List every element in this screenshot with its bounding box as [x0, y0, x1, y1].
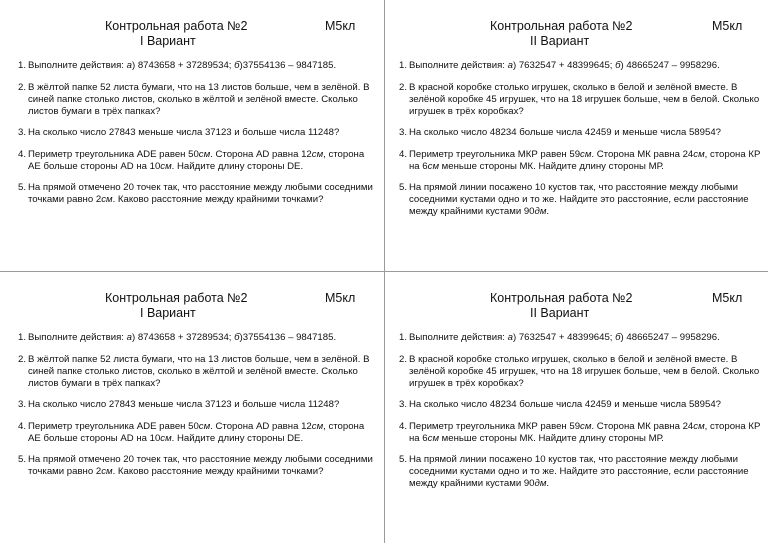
task-2: 2. В красной коробке столько игрушек, сколько в белой и зелёной вместе. В зелёной коробке 45 игрушек, что на 18 игрушек больше, чем в белой. Сколько игрушек в трёх коробках?: [399, 353, 760, 389]
task-2: 2. В красной коробке столько игрушек, сколько в белой и зелёной вместе. В зелёной коробке 45 игрушек, что на 18 игрушек больше, чем в белой. Сколько игрушек в трёх коробках?: [399, 81, 760, 117]
class-label: М5кл: [712, 19, 743, 33]
task-4: 4. Периметр треугольника ADE равен 50см. Сторона AD равна 12см, сторона AE больше стороны AD на 10см. Найдите длину стороны DE.: [18, 148, 365, 172]
task-3: 3. На сколько число 48234 больше числа 42459 и меньше числа 58954?: [399, 399, 721, 410]
task-4: 4. Периметр треугольника МКР равен 59см. Сторона МК равна 24см, сторона КР на 6см меньше стороны МК. Найдите длину стороны МР.: [399, 148, 761, 172]
task-1: 1. Выполните действия: а) 7632547 + 48399645; б) 48665247 – 9958296.: [399, 60, 720, 71]
task-2: 2. В жёлтой папке 52 листа бумаги, что на 13 листов больше, чем в зелёной. В синей папке столько листов, сколько в жёлтой и зелёной вместе. Сколько листов бумаги в трёх папках?: [18, 81, 370, 117]
task-1: 1. Выполните действия: а) 8743658 + 37289534; б)37554136 – 9847185.: [18, 60, 337, 71]
task-4: 4. Периметр треугольника МКР равен 59см. Сторона МК равна 24см, сторона КР на 6см меньше стороны МК. Найдите длину стороны МР.: [399, 420, 761, 444]
card-variant-1-top: [0, 0, 384, 271]
variant-label: II Вариант: [530, 34, 590, 48]
card-variant-2-bottom: [385, 272, 768, 543]
test-title: Контрольная работа №2: [105, 291, 248, 305]
task-3: 3. На сколько число 27843 меньше числа 37123 и больше числа 11248?: [18, 127, 340, 138]
task-1: 1. Выполните действия: а) 7632547 + 48399645; б) 48665247 – 9958296.: [399, 332, 720, 343]
class-label: М5кл: [325, 291, 356, 305]
card-variant-1-bottom: [0, 272, 384, 543]
task-2: 2. В жёлтой папке 52 листа бумаги, что на 13 листов больше, чем в зелёной. В синей папке столько листов, сколько в жёлтой и зелёной вместе. Сколько листов бумаги в трёх папках?: [18, 353, 370, 389]
task-list: [18, 60, 376, 216]
test-title: Контрольная работа №2: [490, 19, 633, 33]
class-label: М5кл: [325, 19, 356, 33]
task-3: 3. На сколько число 27843 меньше числа 37123 и больше числа 11248?: [18, 399, 340, 410]
card-variant-2-top: [385, 0, 768, 271]
task-list: [18, 332, 376, 488]
task-5: 5. На прямой линии посажено 10 кустов так, что расстояние между любыми соседними кустами одно и то же. Найдите это расстояние, если расстояние между крайними кустами 90дм.: [399, 454, 749, 489]
test-title: Контрольная работа №2: [490, 291, 633, 305]
task-5: 5. На прямой отмечено 20 точек так, что расстояние между любыми соседними точками равно 2см. Каково расстояние между крайними точками?: [18, 182, 373, 205]
task-list: [399, 60, 761, 228]
task-5: 5. На прямой линии посажено 10 кустов так, что расстояние между любыми соседними кустами одно и то же. Найдите это расстояние, если расстояние между крайними кустами 90дм.: [399, 182, 749, 217]
task-5: 5. На прямой отмечено 20 точек так, что расстояние между любыми соседними точками равно 2см. Каково расстояние между крайними точками?: [18, 454, 373, 477]
variant-label: II Вариант: [530, 306, 590, 320]
variant-label: I Вариант: [140, 34, 196, 48]
task-list: [399, 332, 761, 500]
variant-label: I Вариант: [140, 306, 196, 320]
task-3: 3. На сколько число 48234 больше числа 42459 и меньше числа 58954?: [399, 127, 721, 138]
task-4: 4. Периметр треугольника ADE равен 50см. Сторона AD равна 12см, сторона AE больше стороны AD на 10см. Найдите длину стороны DE.: [18, 420, 365, 444]
task-1: 1. Выполните действия: а) 8743658 + 37289534; б)37554136 – 9847185.: [18, 332, 337, 343]
class-label: М5кл: [712, 291, 743, 305]
test-title: Контрольная работа №2: [105, 19, 248, 33]
